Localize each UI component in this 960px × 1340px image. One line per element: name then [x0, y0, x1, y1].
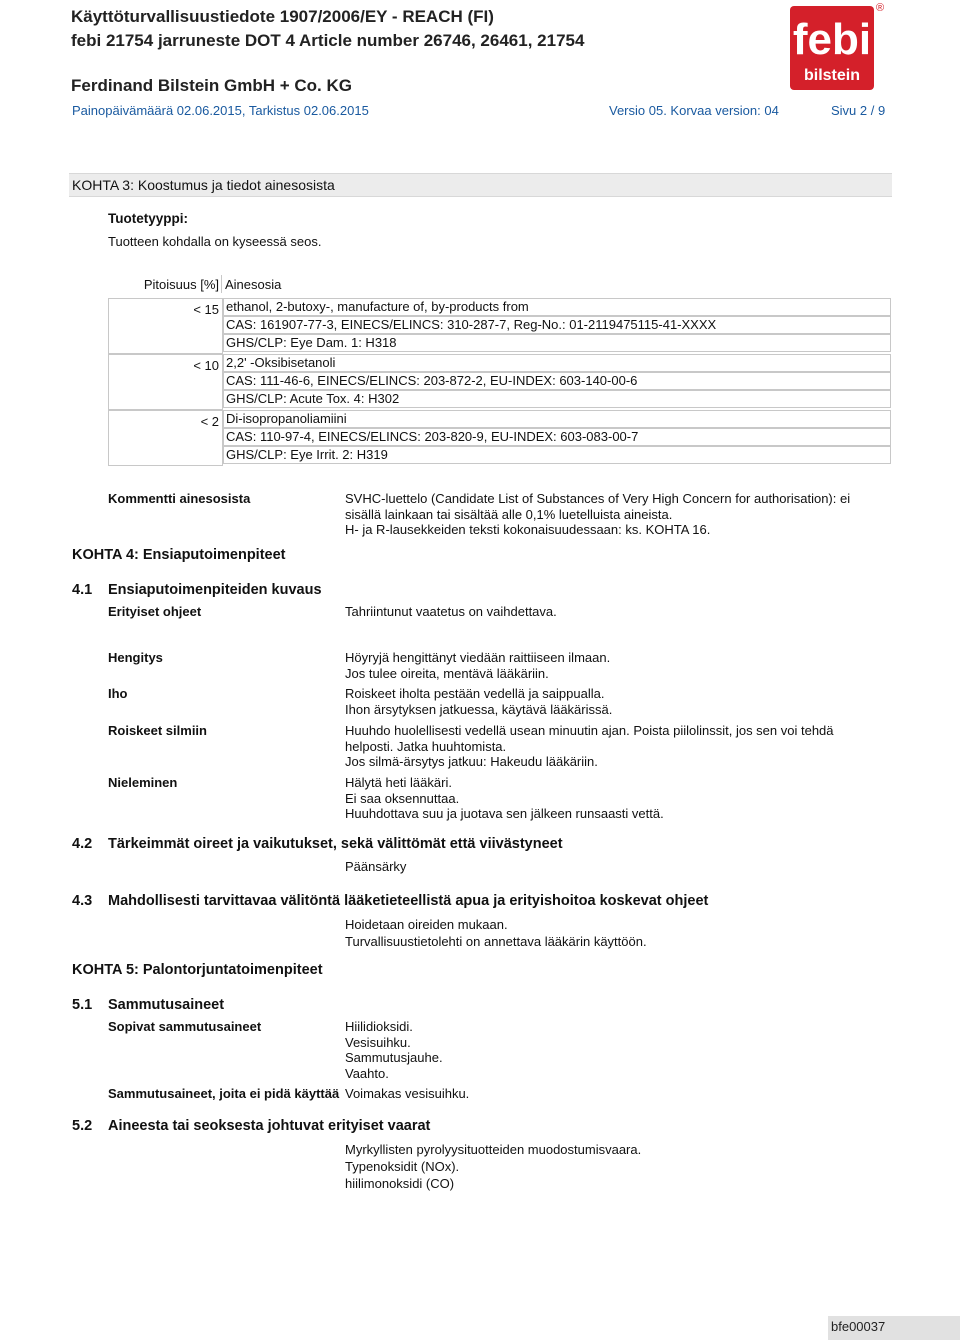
text-line: Hiilidioksidi. — [345, 1019, 413, 1034]
table-row — [223, 428, 891, 446]
comment-line: sisällä lainkaan tai sisältää alle 0,1% luetelluista aineista. — [345, 506, 673, 522]
s42-number: 4.2 — [72, 836, 93, 852]
text-line: Vesisuihku. — [345, 1034, 411, 1050]
comment-line: SVHC-luettelo (Candidate List of Substances of Very High Concern for authorisation): ei — [345, 491, 851, 506]
s52-text — [345, 1141, 641, 1192]
product-type-value: Tuotteen kohdalla on kyseessä seos. — [108, 234, 322, 249]
text-line: Typenoksidit (NOx). — [345, 1159, 460, 1174]
iho-label: Iho — [108, 686, 128, 701]
special-value: Tahriintunut vaatetus on vaihdettava. — [345, 604, 557, 619]
text-line: helposti. Jatka huuhtomista. — [345, 738, 507, 754]
row3-pct: < 2 — [200, 414, 219, 429]
footer-code: bfe00037 — [831, 1319, 886, 1334]
s43-title: Mahdollisesti tarvittavaa välitöntä lääketieteellistä apua ja erityishoitoa koskevat ohjeet — [108, 893, 709, 909]
text-line: Turvallisuustietolehti on annettava lääkärin käyttöön. — [345, 934, 647, 949]
row2-cas: CAS: 111-46-6, EINECS/ELINCS: 203-872-2, EU-INDEX: 603-140-00-6 — [226, 373, 638, 388]
text-line: Myrkyllisten pyrolyysituotteiden muodostumisvaara. — [345, 1142, 642, 1157]
page-number: Sivu 2 / 9 — [831, 103, 886, 118]
text-line: hiilimonoksidi (CO) — [345, 1176, 455, 1191]
s51-title: Sammutusaineet — [108, 997, 225, 1013]
company-name: Ferdinand Bilstein GmbH + Co. KG — [71, 76, 352, 95]
s52-title: Aineesta tai seoksesta johtuvat erityiset vaarat — [108, 1118, 431, 1134]
text-line: Roiskeet iholta pestään vedellä ja saippualla. — [345, 686, 605, 701]
row2-pct: < 10 — [193, 358, 219, 373]
comment-label: Kommentti ainesosista — [108, 491, 251, 506]
table-row — [223, 354, 891, 372]
febi-bilstein-logo — [786, 4, 886, 90]
text-line: Vaahto. — [345, 1065, 389, 1081]
col-header-pct: Pitoisuus [%] — [143, 277, 219, 292]
col-header-component: Ainesosia — [225, 277, 282, 292]
s41-title: Ensiaputoimenpiteiden kuvaus — [108, 582, 322, 598]
s42-value: Päänsärky — [345, 859, 407, 874]
text-line: Höyryjä hengittänyt viedään raittiiseen ilmaan. — [345, 650, 611, 665]
row1-ghs: GHS/CLP: Eye Dam. 1: H318 — [226, 335, 397, 350]
row1-name: ethanol, 2-butoxy-, manufacture of, by-products from — [226, 299, 529, 314]
hengitys-text — [345, 650, 610, 681]
s52-number: 5.2 — [72, 1118, 93, 1134]
text-line: Huuhdo huolellisesti vedellä usean minuutin ajan. Poista piilolinssit, jos sen voi tehdä — [345, 723, 834, 738]
footer-code-box — [828, 1316, 960, 1340]
suitable-list — [345, 1019, 443, 1081]
table-row — [223, 298, 891, 316]
print-date: Painopäivämäärä 02.06.2015, Tarkistus 02.06.2015 — [72, 103, 369, 118]
product-title: febi 21754 jarruneste DOT 4 Article number 26746, 26461, 21754 — [71, 31, 585, 50]
row3-ghs: GHS/CLP: Eye Irrit. 2: H319 — [226, 447, 388, 462]
table-row — [223, 410, 891, 428]
text-line: Sammutusjauhe. — [345, 1050, 443, 1065]
registered-mark: ® — [876, 2, 885, 14]
text-line: Huuhdottava suu ja juotava sen jälkeen runsaasti vettä. — [345, 806, 664, 821]
table-row — [223, 334, 891, 352]
comment-line: H- ja R-lausekkeiden teksti kokonaisuudessaan: ks. KOHTA 16. — [345, 522, 711, 537]
table-row — [223, 446, 891, 464]
nieleminen-label: Nieleminen — [108, 775, 178, 790]
text-line: Ihon ärsytyksen jatkuessa, käytävä lääkärissä. — [345, 701, 613, 717]
row1-pct: < 15 — [193, 302, 219, 317]
section3-header — [69, 173, 892, 197]
section3-title: KOHTA 3: Koostumus ja tiedot ainesosista — [72, 177, 335, 193]
svg-text:bilstein: bilstein — [803, 67, 861, 84]
row2-ghs: GHS/CLP: Acute Tox. 4: H302 — [226, 391, 400, 406]
row2-name: 2,2' -Oksibisetanoli — [226, 355, 336, 370]
unsuitable-value: Voimakas vesisuihku. — [345, 1086, 470, 1101]
text-line: Ei saa oksennuttaa. — [345, 790, 460, 806]
comment-text — [345, 491, 865, 538]
s41-number: 4.1 — [72, 582, 93, 598]
s43-text — [345, 916, 647, 950]
row1-cas: CAS: 161907-77-3, EINECS/ELINCS: 310-287-7, Reg-No.: 01-2119475115-41-XXXX — [226, 317, 717, 332]
silmat-label: Roiskeet silmiin — [108, 723, 207, 738]
row3-name: Di-isopropanoliamiini — [226, 411, 347, 426]
hengitys-label: Hengitys — [108, 650, 163, 665]
table-row — [223, 316, 891, 334]
row3-cas: CAS: 110-97-4, EINECS/ELINCS: 203-820-9, EU-INDEX: 603-083-00-7 — [226, 429, 639, 444]
table-header-row — [108, 275, 892, 293]
nieleminen-text — [345, 775, 664, 822]
unsuitable-label: Sammutusaineet, joita ei pidä käyttää — [108, 1086, 340, 1101]
text-line: Hoidetaan oireiden mukaan. — [345, 917, 508, 932]
svg-text:febi: febi — [792, 15, 872, 64]
s42-title: Tärkeimmät oireet ja vaikutukset, sekä välittömät että viivästyneet — [108, 836, 563, 852]
special-label: Erityiset ohjeet — [108, 604, 202, 619]
suitable-label: Sopivat sammutusaineet — [108, 1019, 262, 1034]
document-title: Käyttöturvallisuustiedote 1907/2006/EY - REACH (FI) — [71, 7, 494, 26]
product-type-label: Tuotetyyppi: — [108, 211, 188, 226]
iho-text — [345, 686, 612, 717]
silmat-text — [345, 723, 865, 770]
s43-number: 4.3 — [72, 893, 93, 909]
text-line: Jos silmä-ärsytys jatkuu: Hakeudu lääkäriin. — [345, 754, 598, 769]
section4-title: KOHTA 4: Ensiaputoimenpiteet — [72, 547, 286, 563]
version-info: Versio 05. Korvaa version: 04 — [609, 103, 779, 118]
section5-title: KOHTA 5: Palontorjuntatoimenpiteet — [72, 962, 323, 978]
text-line: Jos tulee oireita, mentävä lääkäriin. — [345, 665, 549, 681]
table-row — [223, 372, 891, 390]
table-row — [223, 390, 891, 408]
s51-number: 5.1 — [72, 997, 93, 1013]
text-line: Hälytä heti lääkäri. — [345, 775, 452, 790]
